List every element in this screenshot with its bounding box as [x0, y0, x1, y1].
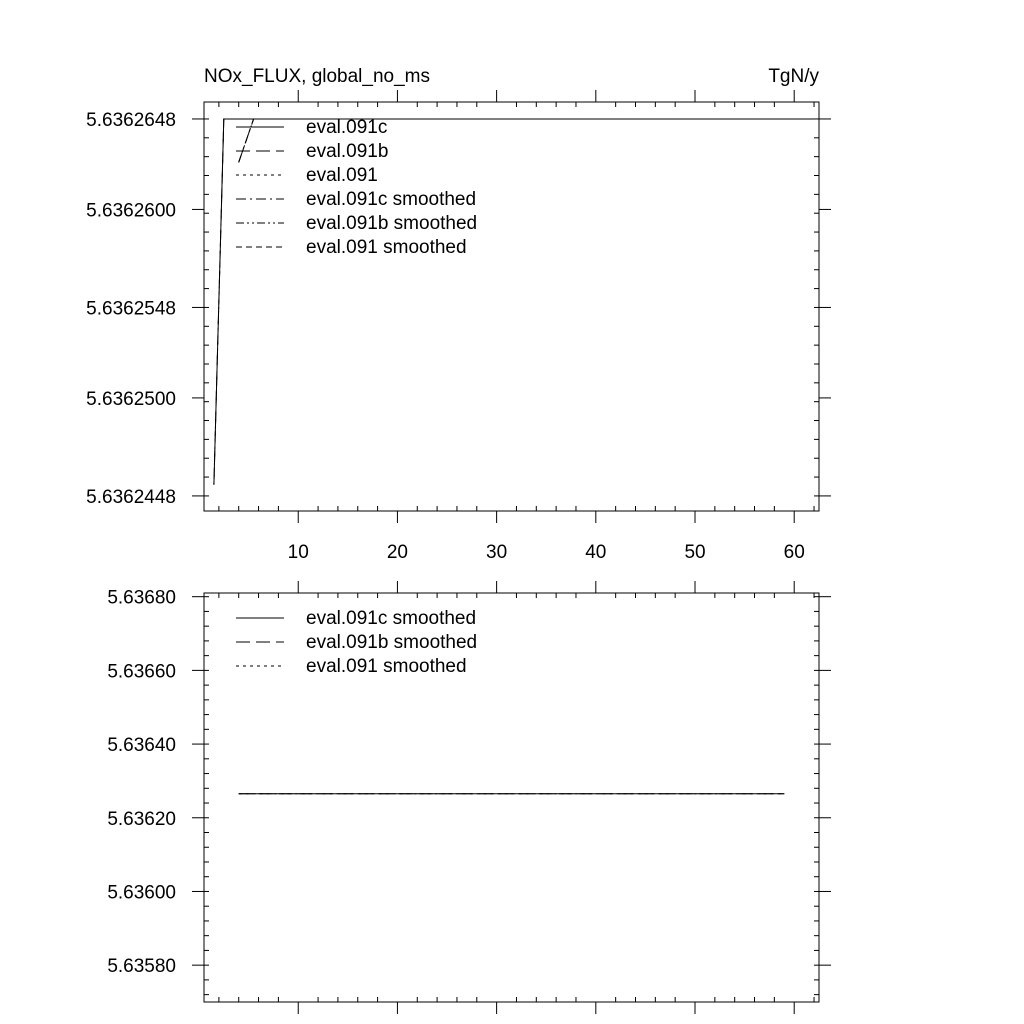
y-tick-label: 5.6362448: [86, 486, 176, 508]
legend-label: eval.091 smoothed: [306, 237, 467, 258]
y-tick-label: 5.63620: [107, 808, 176, 830]
plot-title: NOx_FLUX, global_no_ms: [204, 66, 430, 87]
x-tick-label: 40: [585, 542, 607, 563]
legend-label: eval.091c: [306, 117, 388, 138]
x-tick-label: 10: [287, 542, 309, 563]
plot-frame: [204, 102, 819, 511]
series-line: [214, 119, 814, 485]
x-tick-label: 50: [684, 542, 706, 563]
y-tick-label: 5.6362648: [86, 109, 176, 131]
series-line: [214, 119, 814, 485]
legend-label: eval.091b smoothed: [306, 213, 478, 234]
x-tick-label: 30: [486, 542, 508, 563]
plot-frame: [204, 593, 819, 1002]
y-tick-label: 5.63640: [107, 735, 176, 757]
x-tick-label: 60: [783, 542, 805, 563]
legend-label: eval.091b smoothed: [306, 632, 478, 653]
y-tick-label: 5.63660: [107, 661, 176, 683]
plot-units: TgN/y: [768, 66, 819, 87]
x-tick-label: 20: [386, 542, 408, 563]
legend-label: eval.091c smoothed: [306, 189, 477, 210]
legend-label: eval.091: [306, 165, 378, 186]
y-tick-label: 5.6362500: [86, 388, 176, 410]
top-chart-panel: [86, 90, 831, 563]
y-tick-label: 5.63580: [107, 956, 176, 978]
y-tick-label: 5.63600: [107, 882, 176, 904]
legend-label: eval.091b: [306, 141, 389, 162]
legend-label: eval.091c smoothed: [306, 608, 477, 629]
series-line: [214, 119, 814, 485]
bottom-chart-panel: [107, 581, 831, 1014]
y-tick-label: 5.63680: [107, 587, 176, 609]
y-tick-label: 5.6362548: [86, 298, 176, 320]
y-tick-label: 5.6362600: [86, 200, 176, 222]
legend-label: eval.091 smoothed: [306, 656, 467, 677]
